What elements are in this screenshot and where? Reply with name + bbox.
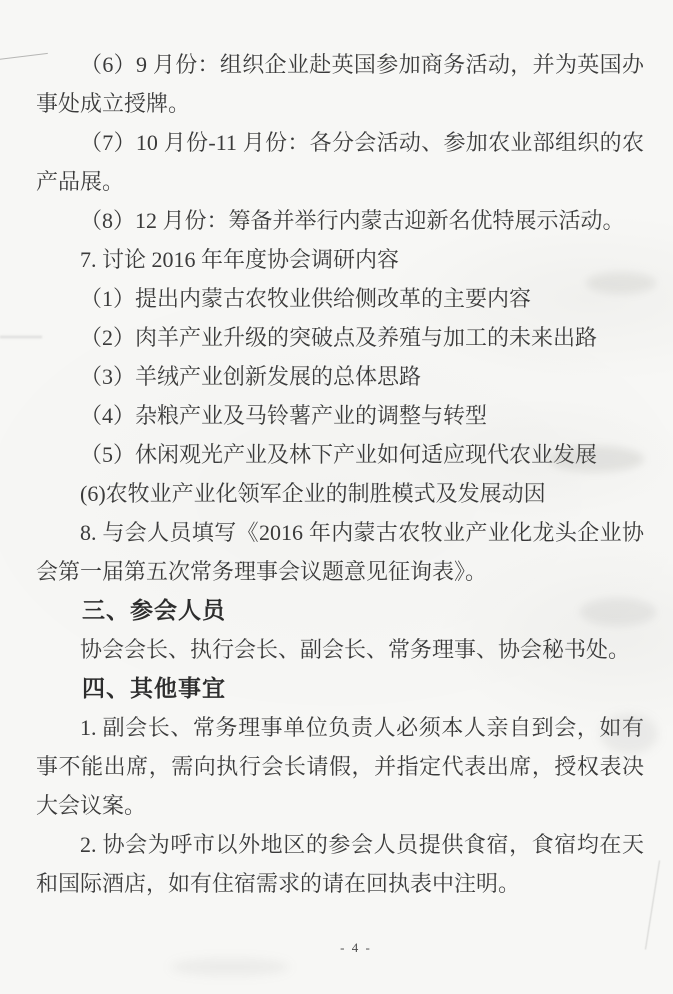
paragraph-subitem-3: （3）羊绒产业创新发展的总体思路 (80, 364, 422, 389)
paragraph-topic-8: 8. 与会人员填写《2016 年内蒙古农牧业产业化龙头企业协会第一届第五次常务理事会议题意见征询表》。 (36, 520, 644, 584)
paragraph-attendees-list: 协会会长、执行会长、副会长、常务理事、协会秘书处。 (80, 637, 631, 662)
paragraph-subitem-4: （4）杂粮产业及马铃薯产业的调整与转型 (80, 403, 488, 428)
paragraph-subitem-1: （1）提出内蒙古农牧业供给侧改革的主要内容 (80, 286, 532, 311)
paragraph-item-7-oct-nov: （7）10 月份-11 月份：各分会活动、参加农业部组织的农产品展。 (36, 130, 644, 194)
page-number: - 4 - (340, 940, 372, 955)
paragraph-item-6-sep: （6）9 月份：组织企业赴英国参加商务活动，并为英国办事处成立授牌。 (36, 52, 644, 116)
section-heading-attendees: 三、参会人员 (82, 597, 226, 623)
scan-smudge-artifact (170, 958, 290, 976)
paragraph-subitem-5: （5）休闲观光产业及林下产业如何适应现代农业发展 (80, 442, 598, 467)
paragraph-other-2: 2. 协会为呼市以外地区的参会人员提供食宿，食宿均在天和国际酒店，如有住宿需求的请在回执表中注明。 (36, 832, 644, 896)
paragraph-other-1: 1. 副会长、常务理事单位负责人必须本人亲自到会，如有事不能出席，需向执行会长请假，并指定代表出席，授权表决大会议案。 (36, 715, 644, 818)
document-body (36, 45, 644, 903)
paragraph-item-8-dec: （8）12 月份：筹备并举行内蒙古迎新名优特展示活动。 (80, 208, 625, 233)
paragraph-subitem-2: （2）肉羊产业升级的突破点及养殖与加工的未来出路 (80, 325, 598, 350)
section-heading-other-matters: 四、其他事宜 (82, 675, 226, 701)
paragraph-topic-7: 7. 讨论 2016 年年度协会调研内容 (80, 247, 400, 272)
paragraph-subitem-6: (6)农牧业产业化领军企业的制胜模式及发展动因 (80, 481, 546, 506)
scan-scratch-artifact (645, 860, 660, 949)
